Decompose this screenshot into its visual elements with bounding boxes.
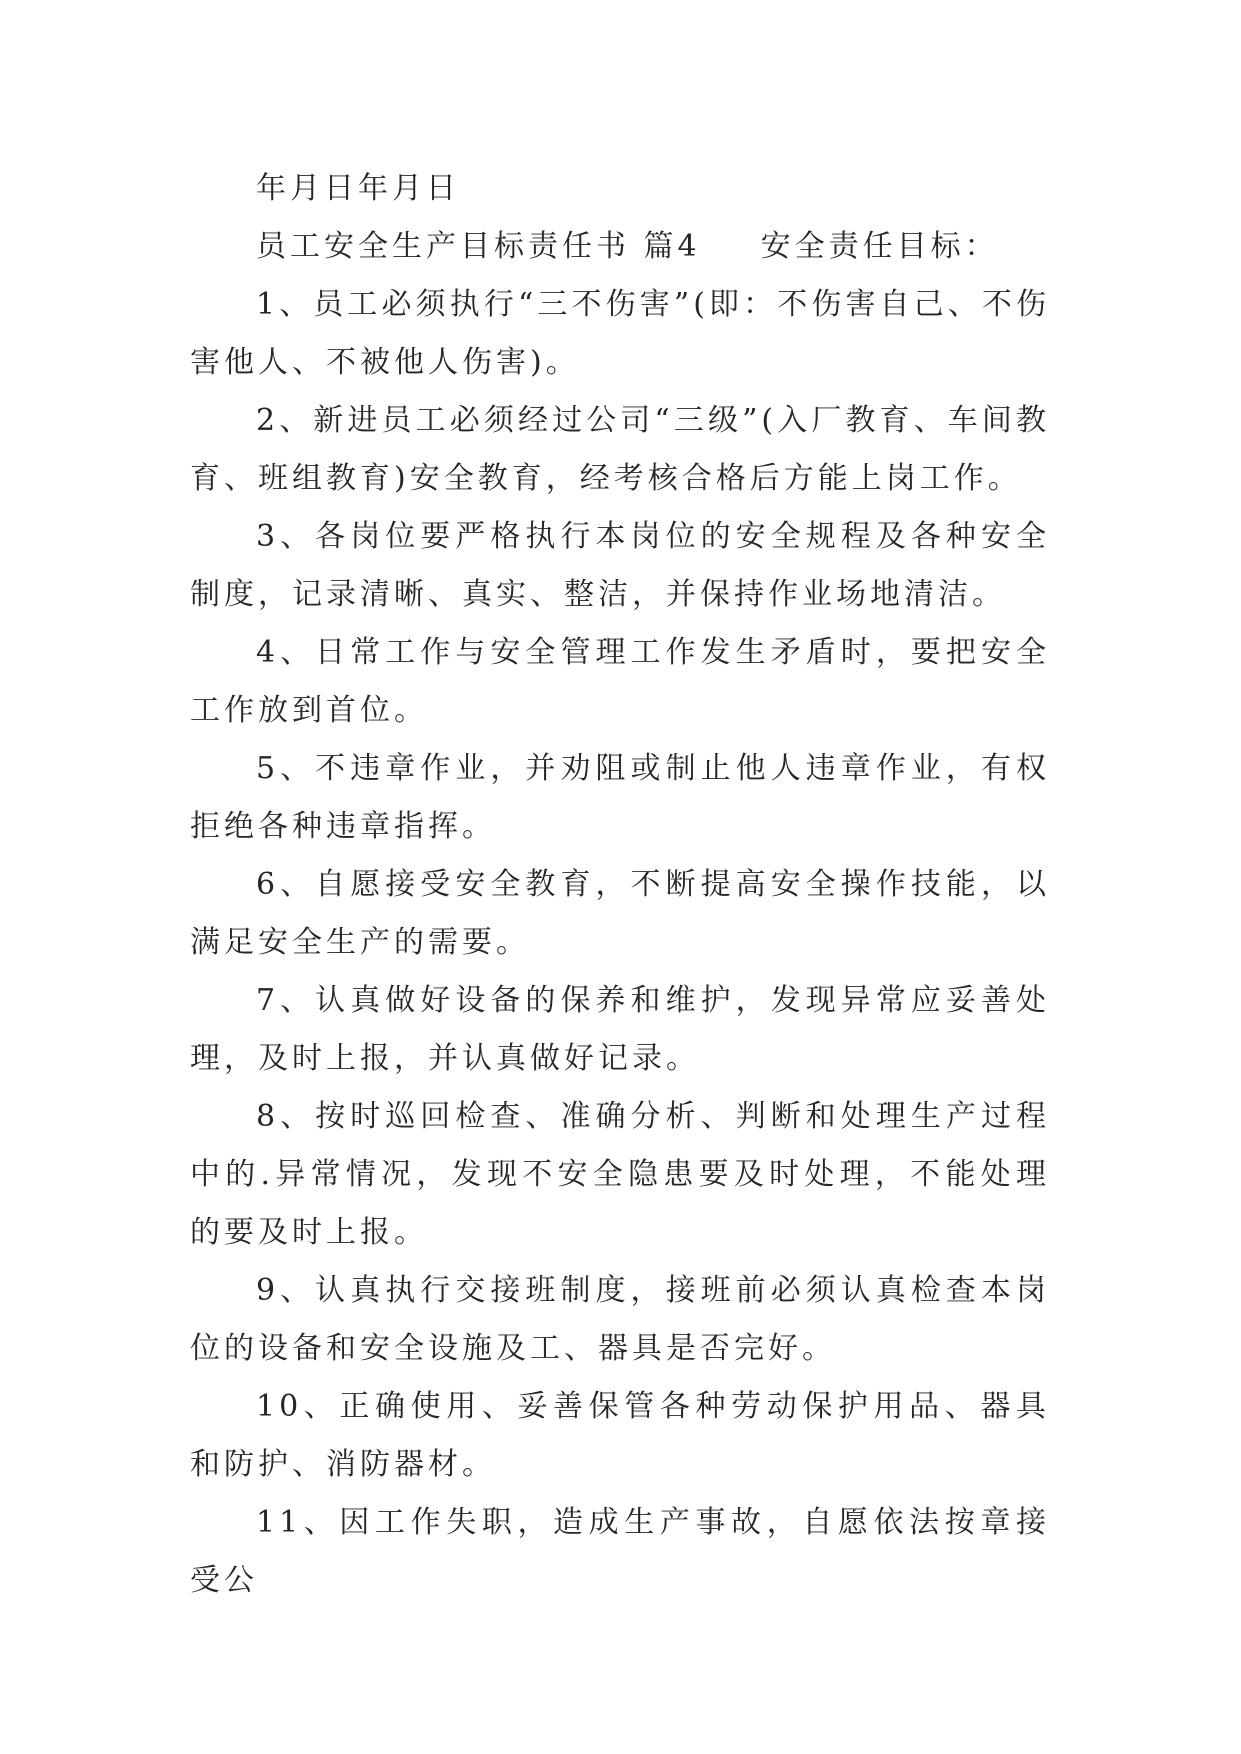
list-item: 3、各岗位要严格执行本岗位的安全规程及各种安全制度，记录清晰、真实、整洁，并保持作业场地清洁。 [190, 519, 1050, 612]
list-item: 4、日常工作与安全管理工作发生矛盾时，要把安全工作放到首位。 [190, 635, 1050, 728]
list-item: 6、自愿接受安全教育，不断提高安全操作技能，以满足安全生产的需要。 [190, 867, 1050, 960]
document-heading [190, 218, 1050, 276]
list-item: 2、新进员工必须经过公司“三级”(入厂教育、车间教育、班组教育)安全教育，经考核合格后方能上岗工作。 [190, 403, 1050, 496]
heading-subtitle: 安全责任目标： [760, 229, 999, 264]
list-item: 7、认真做好设备的保养和维护，发现异常应妥善处理，及时上报，并认真做好记录。 [190, 983, 1050, 1076]
list-item: 8、按时巡回检查、准确分析、判断和处理生产过程中的.异常情况，发现不安全隐患要及时处理，不能处理的要及时上报。 [190, 1099, 1050, 1250]
list-item: 9、认真执行交接班制度，接班前必须认真检查本岗位的设备和安全设施及工、器具是否完好。 [190, 1273, 1050, 1366]
date-line: 年月日年月日 [256, 171, 460, 206]
document-body [190, 160, 1050, 1610]
list-item: 1、员工必须执行“三不伤害”(即：不伤害自己、不伤害他人、不被他人伤害)。 [190, 287, 1050, 380]
heading-title: 员工安全生产目标责任书 篇4 [256, 229, 701, 264]
list-item: 11、因工作失职，造成生产事故，自愿依法按章接受公 [190, 1505, 1050, 1598]
list-item: 5、不违章作业，并劝阻或制止他人违章作业，有权拒绝各种违章指挥。 [190, 751, 1050, 844]
list-item: 10、正确使用、妥善保管各种劳动保护用品、器具和防护、消防器材。 [190, 1389, 1050, 1482]
